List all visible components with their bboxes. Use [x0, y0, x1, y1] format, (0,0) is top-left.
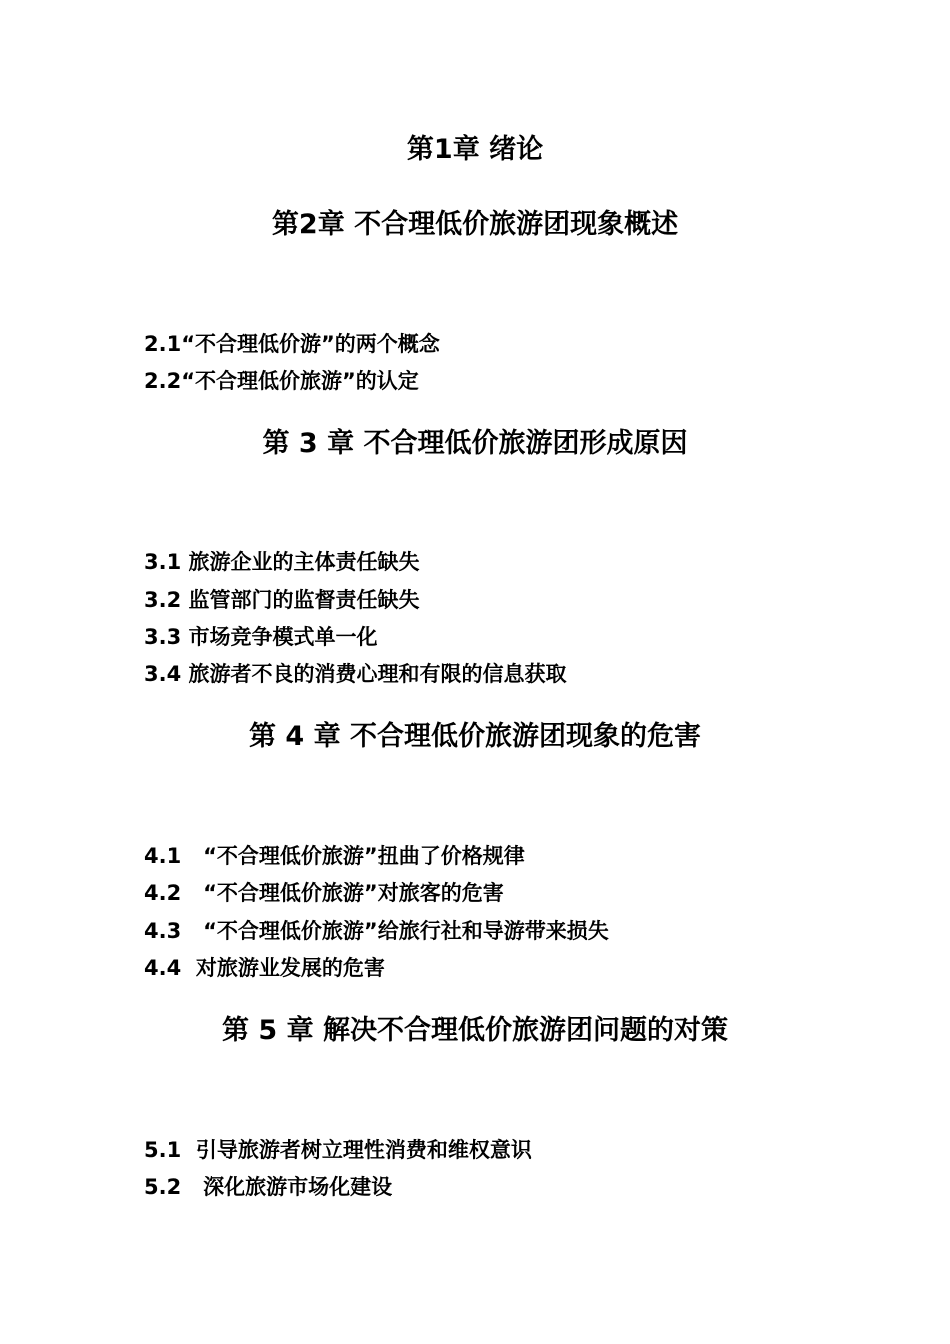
toc-item-4-3: 4.3 “不合理低价旅游”给旅行社和导游带来损失	[144, 919, 609, 943]
toc-item-4-4: 4.4 对旅游业发展的危害	[144, 956, 385, 980]
chapter-2-heading: 第2章 不合理低价旅游团现象概述	[271, 209, 679, 240]
toc-item-3-3: 3.3 市场竞争模式单一化	[144, 625, 378, 649]
toc-item-5-2: 5.2 深化旅游市场化建设	[144, 1175, 393, 1199]
toc-item-4-2: 4.2 “不合理低价旅游”对旅客的危害	[144, 881, 504, 905]
toc-item-2-1: 2.1“不合理低价游”的两个概念	[144, 332, 440, 356]
toc-item-3-4: 3.4 旅游者不良的消费心理和有限的信息获取	[144, 662, 567, 686]
chapter-1-heading: 第1章 绪论	[406, 134, 544, 165]
toc-item-3-1: 3.1 旅游企业的主体责任缺失	[144, 550, 420, 574]
toc-item-2-2: 2.2“不合理低价旅游”的认定	[144, 369, 419, 393]
toc-item-5-1: 5.1 引导旅游者树立理性消费和维权意识	[144, 1138, 532, 1162]
chapter-3-heading: 第 3 章 不合理低价旅游团形成原因	[262, 428, 688, 459]
chapter-4-heading: 第 4 章 不合理低价旅游团现象的危害	[249, 721, 701, 752]
chapter-5-heading: 第 5 章 解决不合理低价旅游团问题的对策	[222, 1015, 728, 1046]
toc-item-3-2: 3.2 监管部门的监督责任缺失	[144, 588, 420, 612]
toc-item-4-1: 4.1 “不合理低价旅游”扭曲了价格规律	[144, 844, 525, 868]
